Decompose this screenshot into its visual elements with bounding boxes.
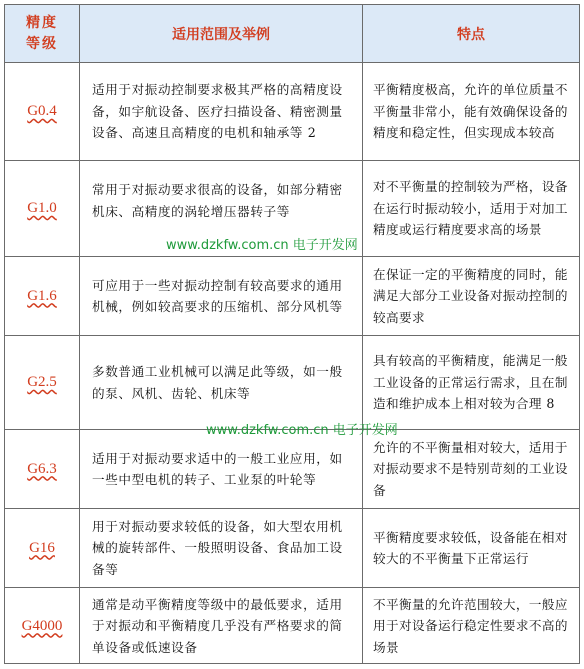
scope-cell: 多数普通工业机械可以满足此等级，如一般的泵、风机、齿轮、机床等 bbox=[80, 336, 363, 430]
grade-cell: G6.3 bbox=[5, 430, 80, 509]
balance-grade-table bbox=[4, 4, 580, 664]
watermark-url: www.dzkfw.com.cn bbox=[166, 238, 289, 253]
watermark-url: www.dzkfw.com.cn bbox=[206, 423, 329, 438]
grade-cell: G4000 bbox=[5, 588, 80, 664]
features-cell: 具有较高的平衡精度，能满足一般工业设备的正常运行需求，且在制造和维护成本上相对较为合理 8 bbox=[363, 336, 579, 430]
scope-cell: 适用于对振动要求适中的一般工业应用，如一些中型电机的转子、工业泵的叶轮等 bbox=[80, 430, 363, 509]
features-cell: 平衡精度要求较低，设备能在相对较大的不平衡量下正常运行 bbox=[363, 509, 579, 588]
scope-cell: 通常是动平衡精度等级中的最低要求，适用于对振动和平衡精度几乎没有严格要求的简单设备或低速设备 bbox=[80, 588, 363, 664]
grade-cell: G0.4 bbox=[5, 63, 80, 161]
features-cell: 不平衡量的允许范围较大，一般应用于对设备运行稳定性要求不高的场景 bbox=[373, 596, 568, 655]
features-cell: 允许的不平衡量相对较大，适用于对振动要求不是特别苛刻的工业设备 bbox=[363, 430, 579, 509]
header-grade-line2: 等级 bbox=[26, 35, 58, 52]
watermark-label: 电子开发网 bbox=[292, 238, 358, 253]
grade-cell: G1.6 bbox=[5, 257, 80, 336]
grade-cell: G16 bbox=[5, 509, 80, 588]
scope-cell: 适用于对振动控制要求极其严格的高精度设备，如宇航设备、医疗扫描设备、精密测量设备、高速且高精度的电机和轴承等 2 bbox=[80, 63, 363, 161]
scope-cell: 可应用于一些对振动控制有较高要求的通用机械，例如较高要求的压缩机、部分风机等 bbox=[80, 257, 363, 336]
scope-cell: 常用于对振动要求很高的设备，如部分精密机床、高精度的涡轮增压器转子等 bbox=[80, 161, 363, 257]
watermark-label: 电子开发网 bbox=[332, 423, 398, 438]
header-grade-line1: 精度 bbox=[26, 14, 58, 31]
header-scope: 适用范围及举例 bbox=[80, 5, 363, 63]
grade-cell: G1.0 bbox=[5, 161, 80, 257]
features-cell: 对不平衡量的控制较为严格，设备在运行时振动较小，适用于对加工精度或运行精度要求高的场景 bbox=[363, 161, 579, 257]
header-features: 特点 bbox=[363, 5, 579, 63]
header-grade bbox=[5, 5, 80, 63]
scope-cell: 用于对振动要求较低的设备，如大型农用机械的旋转部件、一般照明设备、食品加工设备等 bbox=[80, 509, 363, 588]
features-cell: 平衡精度极高，允许的单位质量不平衡量非常小，能有效确保设备的精度和稳定性，但实现成本较高 bbox=[363, 63, 579, 161]
grade-cell: G2.5 bbox=[5, 336, 80, 430]
features-cell: 在保证一定的平衡精度的同时，能满足大部分工业设备对振动控制的较高要求 bbox=[363, 257, 579, 336]
